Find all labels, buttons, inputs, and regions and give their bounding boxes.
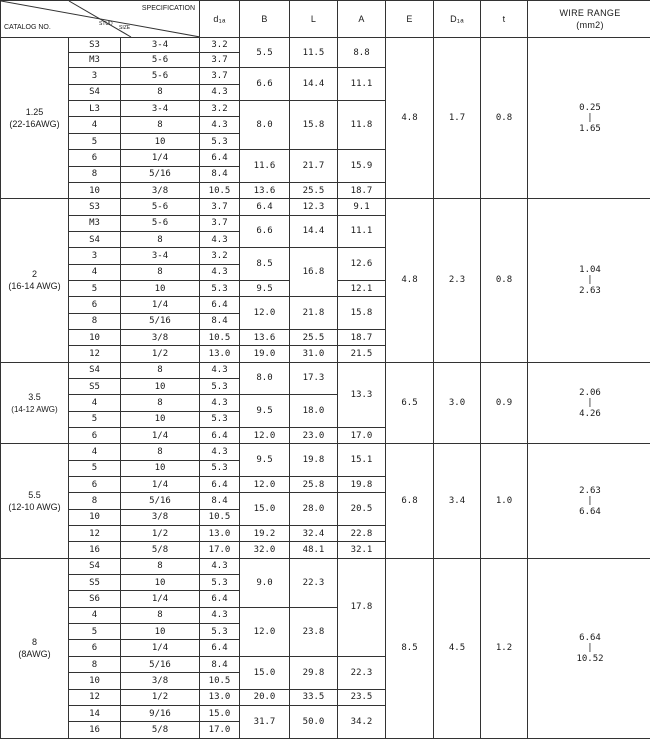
size-cell: 3-4 <box>121 101 200 117</box>
size-cell: 5-6 <box>121 53 200 68</box>
d1-cell: 4.3 <box>200 84 240 100</box>
size-cell: 10 <box>121 460 200 476</box>
size-cell: 8 <box>121 362 200 378</box>
wire-range-max: 4.26 <box>579 408 601 419</box>
size-cell: 1/4 <box>121 640 200 656</box>
size-cell: 10 <box>121 133 200 149</box>
b-cell: 19.2 <box>240 526 290 542</box>
stud-cell: 16 <box>69 722 121 739</box>
wire-range-cell <box>528 199 650 362</box>
d1-cell: 3.2 <box>200 101 240 117</box>
d1-cell: 6.4 <box>200 150 240 166</box>
d1-cell: 3.2 <box>200 248 240 264</box>
size-cell: 5-6 <box>121 199 200 215</box>
d1-cell: 8.4 <box>200 656 240 672</box>
stud-cell: 3 <box>69 68 121 84</box>
stud-cell: 16 <box>69 542 121 558</box>
b-cell: 13.6 <box>240 182 290 198</box>
size-cell: 10 <box>121 575 200 591</box>
b-cell: 9.5 <box>240 395 290 428</box>
stud-cell: S4 <box>69 558 121 574</box>
stud-cell: 12 <box>69 689 121 705</box>
l-cell: 31.0 <box>290 346 338 362</box>
d1-cell: 6.4 <box>200 477 240 493</box>
l-cell: 21.7 <box>290 150 338 183</box>
catalog-name: 2 <box>31 269 37 280</box>
header-row <box>1 1 650 38</box>
size-cell: 1/2 <box>121 526 200 542</box>
catalog-awg: (16-14 AWG) <box>8 281 61 292</box>
d1-cell: 13.0 <box>200 689 240 705</box>
range-bar: | <box>587 495 593 506</box>
a-header: A <box>338 1 386 38</box>
a-cell: 12.1 <box>338 280 386 296</box>
b-cell: 19.0 <box>240 346 290 362</box>
size-cell: 1/2 <box>121 346 200 362</box>
wire-range-min: 0.25 <box>579 102 601 113</box>
a-cell: 22.3 <box>338 656 386 689</box>
l-cell: 16.8 <box>290 248 338 297</box>
l-cell: 25.5 <box>290 182 338 198</box>
b-cell: 6.4 <box>240 199 290 215</box>
stud-cell: 4 <box>69 444 121 460</box>
l-cell: 25.5 <box>290 329 338 345</box>
b-cell: 12.0 <box>240 607 290 656</box>
stud-cell: 5 <box>69 133 121 149</box>
d1-cell: 5.3 <box>200 280 240 296</box>
stud-cell: 10 <box>69 509 121 525</box>
d2-header: D₁ₐ <box>434 1 481 38</box>
a-cell: 13.3 <box>338 362 386 427</box>
stud-cell: 5 <box>69 280 121 296</box>
d1-cell: 5.3 <box>200 460 240 476</box>
size-cell: 5/16 <box>121 166 200 182</box>
catalog-cell <box>1 37 69 198</box>
l-cell: 17.3 <box>290 362 338 395</box>
size-cell: 10 <box>121 280 200 296</box>
stud-cell: S6 <box>69 591 121 607</box>
stud-cell: 8 <box>69 166 121 182</box>
stud-cell: S4 <box>69 231 121 247</box>
t-header: t <box>481 1 528 38</box>
wire-range-max: 1.65 <box>579 123 601 134</box>
wire-range-cell <box>528 444 650 558</box>
l-cell: 19.8 <box>290 444 338 477</box>
b-cell: 11.6 <box>240 150 290 183</box>
t-cell: 1.2 <box>481 558 528 738</box>
a-cell: 22.8 <box>338 526 386 542</box>
wire-range-header <box>528 1 650 38</box>
d1-cell: 10.5 <box>200 509 240 525</box>
b-cell: 15.0 <box>240 493 290 526</box>
b-cell: 15.0 <box>240 656 290 689</box>
b-cell: 32.0 <box>240 542 290 558</box>
e-cell: 4.8 <box>386 199 434 362</box>
l-cell: 33.5 <box>290 689 338 705</box>
size-cell: 10 <box>121 378 200 394</box>
d1-cell: 4.3 <box>200 264 240 280</box>
stud-cell: 12 <box>69 346 121 362</box>
stud-cell: 10 <box>69 182 121 198</box>
range-bar: | <box>587 112 593 123</box>
l-cell: 22.3 <box>290 558 338 607</box>
catalog-no-label: CATALOG NO. <box>4 23 51 31</box>
stud-cell: M3 <box>69 215 121 231</box>
d1-cell: 4.3 <box>200 395 240 411</box>
d1-cell: 5.3 <box>200 411 240 427</box>
size-cell: 8 <box>121 607 200 623</box>
d1-cell: 5.3 <box>200 133 240 149</box>
l-cell: 12.3 <box>290 199 338 215</box>
a-cell: 32.1 <box>338 542 386 558</box>
catalog-name: 5.5 <box>28 490 41 501</box>
catalog-awg: (8AWG) <box>18 649 51 660</box>
table-row <box>1 37 650 52</box>
b-cell: 6.6 <box>240 68 290 101</box>
d1-cell: 8.4 <box>200 166 240 182</box>
stud-cell: S4 <box>69 84 121 100</box>
t-cell: 0.8 <box>481 199 528 362</box>
l-cell: 32.4 <box>290 526 338 542</box>
d1-cell: 6.4 <box>200 591 240 607</box>
d1-cell: 10.5 <box>200 182 240 198</box>
d1-cell: 5.3 <box>200 624 240 640</box>
l-cell: 50.0 <box>290 705 338 738</box>
wire-range-max: 2.63 <box>579 285 601 296</box>
size-cell: 10 <box>121 624 200 640</box>
a-cell: 17.0 <box>338 428 386 444</box>
size-cell: 5/8 <box>121 722 200 739</box>
a-cell: 21.5 <box>338 346 386 362</box>
stud-cell: S5 <box>69 378 121 394</box>
catalog-name: 3.5 <box>28 391 41 402</box>
b-cell: 9.0 <box>240 558 290 607</box>
size-cell: 5/8 <box>121 542 200 558</box>
table-row <box>1 362 650 378</box>
a-cell: 19.8 <box>338 477 386 493</box>
d1-cell: 4.3 <box>200 444 240 460</box>
stud-cell: 3 <box>69 248 121 264</box>
stud-cell: 6 <box>69 477 121 493</box>
d1-cell: 10.5 <box>200 329 240 345</box>
size-cell: 5/16 <box>121 313 200 329</box>
a-cell: 15.9 <box>338 150 386 183</box>
l-header: L <box>290 1 338 38</box>
l-cell: 14.4 <box>290 68 338 101</box>
d1-cell: 10.5 <box>200 673 240 689</box>
b-cell: 12.0 <box>240 297 290 330</box>
stud-cell: 8 <box>69 313 121 329</box>
d1-cell: 17.0 <box>200 542 240 558</box>
d1-cell: 3.7 <box>200 215 240 231</box>
wire-range-max: 6.64 <box>579 506 601 517</box>
l-cell: 11.5 <box>290 37 338 68</box>
wire-range-max: 10.52 <box>576 653 604 664</box>
e-cell: 8.5 <box>386 558 434 738</box>
l-cell: 14.4 <box>290 215 338 248</box>
d2-cell: 3.0 <box>434 362 481 444</box>
d2-cell: 4.5 <box>434 558 481 738</box>
size-cell: 8 <box>121 231 200 247</box>
range-bar: | <box>587 642 593 653</box>
stud-cell: 5 <box>69 411 121 427</box>
b-cell: 8.5 <box>240 248 290 281</box>
d1-cell: 8.4 <box>200 493 240 509</box>
wire-range-cell <box>528 362 650 444</box>
size-cell: 1/4 <box>121 428 200 444</box>
size-cell: 8 <box>121 117 200 133</box>
size-cell: 5-6 <box>121 215 200 231</box>
catalog-awg: (12-10 AWG) <box>8 502 61 513</box>
size-cell: 5/16 <box>121 493 200 509</box>
d2-cell: 3.4 <box>434 444 481 558</box>
stud-cell: 6 <box>69 150 121 166</box>
b-cell: 20.0 <box>240 689 290 705</box>
b-cell: 8.0 <box>240 101 290 150</box>
a-cell: 11.1 <box>338 68 386 101</box>
l-cell: 25.8 <box>290 477 338 493</box>
a-cell: 18.7 <box>338 329 386 345</box>
l-cell: 23.8 <box>290 607 338 656</box>
specification-label: SPECIFICATION <box>141 5 196 12</box>
stud-cell: 10 <box>69 673 121 689</box>
stud-cell: 6 <box>69 640 121 656</box>
wire-range-min: 2.63 <box>579 485 601 496</box>
d1-cell: 3.7 <box>200 199 240 215</box>
d1-cell: 4.3 <box>200 607 240 623</box>
a-cell: 34.2 <box>338 705 386 738</box>
catalog-name: 1.25 <box>25 107 44 117</box>
wire-range-min: 2.06 <box>579 387 601 398</box>
size-label: SIZE <box>119 25 131 31</box>
stud-cell: 5 <box>69 624 121 640</box>
size-cell: 1/4 <box>121 477 200 493</box>
size-cell: 5/16 <box>121 656 200 672</box>
a-cell: 15.1 <box>338 444 386 477</box>
b-cell: 31.7 <box>240 705 290 738</box>
size-cell: 9/16 <box>121 705 200 721</box>
size-cell: 1/4 <box>121 297 200 313</box>
wire-range-min: 6.64 <box>579 632 601 643</box>
corner-header-cell <box>1 1 200 38</box>
size-cell: 1/4 <box>121 150 200 166</box>
l-cell: 23.0 <box>290 428 338 444</box>
size-cell: 3/8 <box>121 673 200 689</box>
size-cell: 1/2 <box>121 689 200 705</box>
size-cell: 3/8 <box>121 509 200 525</box>
table-row <box>1 558 650 574</box>
d1-cell: 13.0 <box>200 346 240 362</box>
stud-cell: 4 <box>69 264 121 280</box>
catalog-cell <box>1 444 69 558</box>
size-cell: 8 <box>121 395 200 411</box>
a-cell: 9.1 <box>338 199 386 215</box>
size-cell: 3/8 <box>121 329 200 345</box>
wire-range-unit: (mm2) <box>576 19 604 30</box>
b-cell: 5.5 <box>240 37 290 68</box>
a-cell: 17.8 <box>338 558 386 656</box>
size-cell: 3-4 <box>121 248 200 264</box>
a-cell: 23.5 <box>338 689 386 705</box>
a-cell: 12.6 <box>338 248 386 281</box>
stud-cell: S5 <box>69 575 121 591</box>
stud-cell: S4 <box>69 362 121 378</box>
wire-range-min: 1.04 <box>579 264 601 275</box>
stud-cell: 6 <box>69 428 121 444</box>
b-cell: 12.0 <box>240 428 290 444</box>
a-cell: 11.1 <box>338 215 386 248</box>
stud-cell: 10 <box>69 329 121 345</box>
size-cell: 8 <box>121 84 200 100</box>
size-cell: 10 <box>121 411 200 427</box>
e-cell: 4.8 <box>386 37 434 198</box>
d1-cell: 4.3 <box>200 558 240 574</box>
d1-header: d₁ₐ <box>200 1 240 38</box>
l-cell: 21.8 <box>290 297 338 330</box>
a-cell: 15.8 <box>338 297 386 330</box>
size-cell: 8 <box>121 444 200 460</box>
stud-cell: S3 <box>69 199 121 215</box>
d1-cell: 15.0 <box>200 705 240 721</box>
catalog-cell <box>1 362 69 444</box>
d1-cell: 4.3 <box>200 362 240 378</box>
stud-cell: 12 <box>69 526 121 542</box>
stud-cell: L3 <box>69 101 121 117</box>
size-cell: 3-4 <box>121 37 200 52</box>
range-bar: | <box>587 274 593 285</box>
stud-cell: 14 <box>69 705 121 721</box>
l-cell: 29.8 <box>290 656 338 689</box>
size-cell: 8 <box>121 558 200 574</box>
t-cell: 0.9 <box>481 362 528 444</box>
size-cell: 8 <box>121 264 200 280</box>
a-cell: 20.5 <box>338 493 386 526</box>
stud-cell: S3 <box>69 37 121 52</box>
catalog-cell <box>1 558 69 738</box>
b-cell: 9.5 <box>240 444 290 477</box>
stud-cell: 8 <box>69 493 121 509</box>
size-cell: 1/4 <box>121 591 200 607</box>
l-cell: 48.1 <box>290 542 338 558</box>
table-row <box>1 444 650 460</box>
t-cell: 0.8 <box>481 37 528 198</box>
b-cell: 12.0 <box>240 477 290 493</box>
b-cell: 13.6 <box>240 329 290 345</box>
d1-cell: 6.4 <box>200 640 240 656</box>
wire-range-cell <box>528 558 650 738</box>
range-bar: | <box>587 397 593 408</box>
size-cell: 3/8 <box>121 182 200 198</box>
d1-cell: 6.4 <box>200 297 240 313</box>
catalog-awg: (14-12 AWG) <box>11 404 58 414</box>
b-cell: 9.5 <box>240 280 290 296</box>
a-cell: 8.8 <box>338 37 386 68</box>
d1-cell: 4.3 <box>200 231 240 247</box>
a-cell: 18.7 <box>338 182 386 198</box>
b-cell: 8.0 <box>240 362 290 395</box>
l-cell: 28.0 <box>290 493 338 526</box>
stud-cell: 6 <box>69 297 121 313</box>
stud-cell: 4 <box>69 117 121 133</box>
catalog-cell <box>1 199 69 362</box>
b-header: B <box>240 1 290 38</box>
wire-range-cell <box>528 37 650 198</box>
e-header: E <box>386 1 434 38</box>
d2-cell: 1.7 <box>434 37 481 198</box>
d1-cell: 6.4 <box>200 428 240 444</box>
d1-cell: 17.0 <box>200 722 240 739</box>
d1-cell: 3.2 <box>200 37 240 52</box>
d1-cell: 3.7 <box>200 53 240 68</box>
size-cell: 5-6 <box>121 68 200 84</box>
b-cell: 6.6 <box>240 215 290 248</box>
table-row <box>1 199 650 215</box>
d1-cell: 5.3 <box>200 575 240 591</box>
d1-cell: 5.3 <box>200 378 240 394</box>
d1-cell: 8.4 <box>200 313 240 329</box>
l-cell: 15.8 <box>290 101 338 150</box>
stud-cell: 4 <box>69 607 121 623</box>
stud-cell: 5 <box>69 460 121 476</box>
d1-cell: 13.0 <box>200 526 240 542</box>
catalog-name: 8 <box>31 637 37 648</box>
stud-cell: 4 <box>69 395 121 411</box>
d1-cell: 4.3 <box>200 117 240 133</box>
stud-cell: M3 <box>69 53 121 68</box>
e-cell: 6.8 <box>386 444 434 558</box>
a-cell: 11.8 <box>338 101 386 150</box>
l-cell: 18.0 <box>290 395 338 428</box>
catalog-awg: (22-16AWG) <box>9 119 60 129</box>
d1-cell: 3.7 <box>200 68 240 84</box>
stud-label: STUD <box>99 21 113 27</box>
stud-cell: 8 <box>69 656 121 672</box>
e-cell: 6.5 <box>386 362 434 444</box>
wire-range-label: WIRE RANGE <box>559 7 621 18</box>
d2-cell: 2.3 <box>434 199 481 362</box>
t-cell: 1.0 <box>481 444 528 558</box>
